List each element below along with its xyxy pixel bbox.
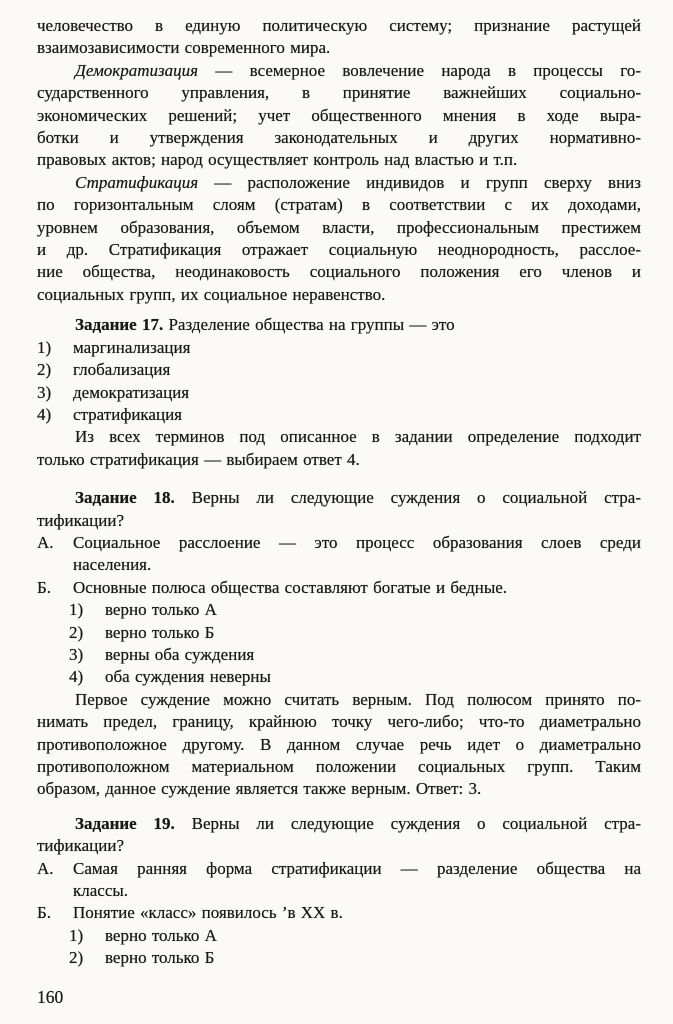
text-line xyxy=(37,314,641,336)
text-segment: населения. xyxy=(73,555,152,575)
task-19 xyxy=(37,813,641,970)
text-segment: Первое суждение можно считать верным. Под полюсом принято по- xyxy=(75,689,641,709)
text-line xyxy=(37,284,641,306)
task-number-bold: Задание 19. xyxy=(75,813,175,833)
text-line xyxy=(37,756,641,778)
text-line xyxy=(37,382,641,404)
text-line xyxy=(37,60,641,82)
text-line xyxy=(37,510,641,532)
text-line xyxy=(37,172,641,194)
text-line xyxy=(37,858,641,880)
item-label: 4) xyxy=(69,667,84,687)
text-segment: Разделение общества на группы — это xyxy=(163,315,455,335)
text-line xyxy=(37,577,641,599)
text-line xyxy=(37,835,641,857)
text-line xyxy=(37,15,641,37)
text-line xyxy=(37,217,641,239)
text-segment: противоположном материальном положении социальных групп. Таким xyxy=(37,757,641,776)
text-segment: верно только Б xyxy=(105,948,215,968)
text-segment: ботки и утверждения законодательных и других нормативно- xyxy=(37,128,641,148)
text-line xyxy=(37,711,641,733)
text-segment: взаимозависимости современного мира. xyxy=(37,38,331,58)
item-label: 3) xyxy=(37,382,52,402)
text-segment: классы. xyxy=(73,881,129,901)
text-line xyxy=(37,449,641,471)
task-number-bold: Задание 17. xyxy=(75,315,164,335)
intro-paragraph xyxy=(37,15,641,60)
text-segment: по горизонтальным слоям (стратам) в соответствии с их доходами, xyxy=(37,195,641,215)
item-label: Б. xyxy=(37,903,52,923)
text-segment: Верны ли следующие суждения о социальной стра- xyxy=(174,813,641,833)
term-italic: Стратификация xyxy=(75,172,199,192)
text-line xyxy=(37,902,641,924)
item-label: 2) xyxy=(37,360,52,380)
text-line xyxy=(37,337,641,359)
item-label: 2) xyxy=(69,948,84,968)
text-line xyxy=(37,778,641,800)
text-line xyxy=(37,622,641,644)
text-line xyxy=(37,880,641,902)
text-segment: верно только А xyxy=(105,925,217,945)
item-label: А. xyxy=(37,532,54,552)
task-18 xyxy=(37,487,641,801)
term-italic: Демократизация xyxy=(75,60,199,80)
text-segment: глобализация xyxy=(73,360,171,380)
text-segment: сударственного управления, в принятие важнейших социально- xyxy=(37,83,641,103)
text-segment: верно только А xyxy=(105,600,217,620)
page-number: 160 xyxy=(37,987,64,1007)
text-segment: ние общества, неодинаковость социального положения его членов и xyxy=(37,262,641,282)
text-segment: стратификация xyxy=(73,404,182,424)
task-number-bold: Задание 18. xyxy=(75,488,175,508)
text-line xyxy=(37,82,641,104)
text-segment: противоположное другому. В данном случае речь идет о диаметрально xyxy=(37,734,641,754)
text-segment: демократизация xyxy=(73,382,190,402)
item-label: 4) xyxy=(37,404,52,424)
text-segment: оба суждения неверны xyxy=(105,667,271,687)
text-segment: правовых актов; народ осуществляет контроль над властью и т.п. xyxy=(37,150,518,170)
text-line xyxy=(37,734,641,756)
text-line xyxy=(37,37,641,59)
text-line xyxy=(37,554,641,576)
text-segment: Самая ранняя форма стратификации — разделение общества на xyxy=(73,858,641,878)
text-segment: социальных групп, их социальное неравенство. xyxy=(37,284,386,304)
text-segment: Социальное расслоение — это процесс образования слоев среди xyxy=(73,532,641,552)
text-segment: тификации? xyxy=(37,836,125,856)
item-label: 3) xyxy=(69,644,84,664)
text-line xyxy=(37,487,641,509)
text-line xyxy=(37,239,641,261)
text-segment: верно только Б xyxy=(105,622,215,642)
paragraph-democratization xyxy=(37,60,641,172)
text-line xyxy=(37,947,641,969)
text-segment: нимать предел, границу, крайнюю точку чего-либо; что-то диаметрально xyxy=(37,712,641,732)
text-line xyxy=(37,261,641,283)
text-line xyxy=(37,149,641,171)
item-label: А. xyxy=(37,858,54,878)
task-17 xyxy=(37,314,641,471)
text-line xyxy=(37,194,641,216)
text-line xyxy=(37,404,641,426)
text-segment: Основные полюса общества составляют богатые и бедные. xyxy=(73,577,508,597)
item-label: 1) xyxy=(37,337,52,357)
text-segment: Верны ли следующие суждения о социальной стра- xyxy=(174,488,641,508)
text-line xyxy=(37,813,641,835)
text-segment: человечество в единую политическую систему; признание растущей xyxy=(37,16,641,35)
text-line xyxy=(37,127,641,149)
text-line xyxy=(37,426,641,448)
text-line xyxy=(37,644,641,666)
text-line xyxy=(37,105,641,127)
item-label: 1) xyxy=(69,600,84,620)
text-segment: образом, данное суждение является также верным. Ответ: 3. xyxy=(37,779,482,799)
text-segment: — всемерное вовлечение народа в процессы го- xyxy=(198,60,641,80)
text-segment: экономических решений; учет общественного мнения в ходе выра- xyxy=(37,105,641,125)
text-segment: и др. Стратификация отражает социальную неоднородность, расслое- xyxy=(37,240,641,260)
paragraph-stratification xyxy=(37,172,641,306)
text-line xyxy=(37,532,641,554)
text-line xyxy=(37,666,641,688)
text-segment: — расположение индивидов и групп сверху вниз xyxy=(198,172,641,192)
text-line xyxy=(37,925,641,947)
text-segment: уровнем образования, объемом власти, профессиональным престижем xyxy=(37,217,641,237)
text-segment: маргинализация xyxy=(73,337,191,357)
item-label: 1) xyxy=(69,925,84,945)
text-segment: Понятие «класс» появилось ’в XX в. xyxy=(73,903,343,923)
document-body xyxy=(37,15,641,970)
text-line xyxy=(37,359,641,381)
text-segment: Из всех терминов под описанное в задании определение подходит xyxy=(75,427,641,447)
text-segment: верны оба суждения xyxy=(105,644,255,664)
text-line xyxy=(37,599,641,621)
text-segment: тификации? xyxy=(37,510,125,530)
text-segment: только стратификация — выбираем ответ 4. xyxy=(37,449,360,469)
item-label: Б. xyxy=(37,577,52,597)
text-line xyxy=(37,689,641,711)
item-label: 2) xyxy=(69,622,84,642)
